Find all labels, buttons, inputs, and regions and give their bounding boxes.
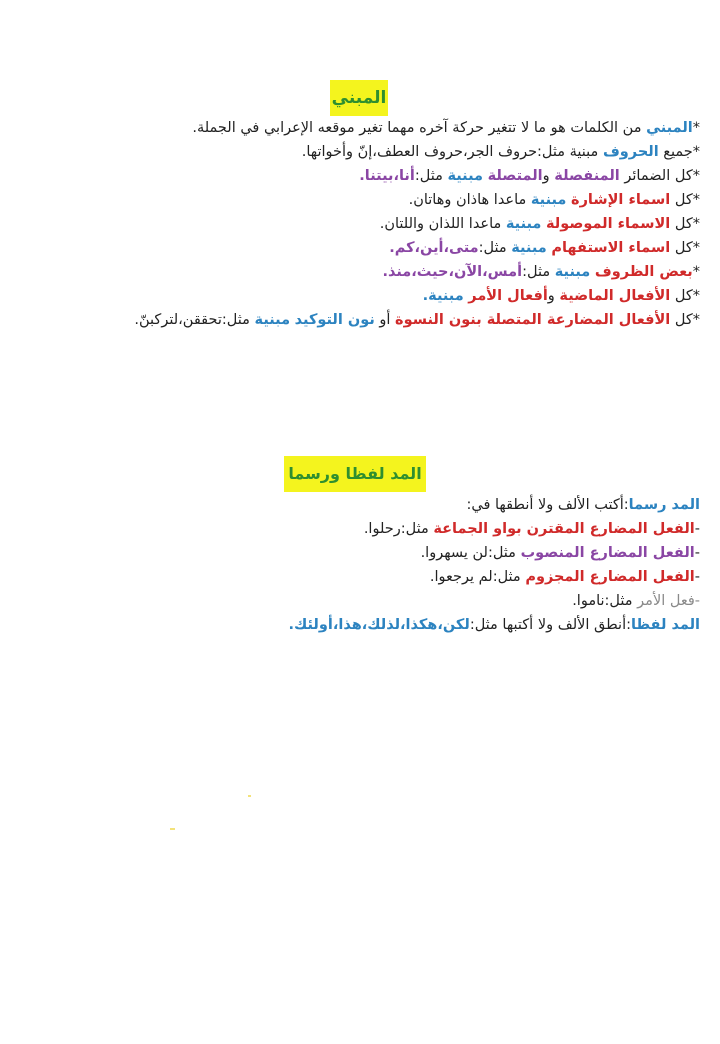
section2-line bbox=[240, 565, 700, 589]
text-segment: - bbox=[694, 569, 700, 585]
section1-line bbox=[100, 164, 700, 188]
text-segment: :أكتب الألف ولا أنطقها في: bbox=[466, 497, 629, 513]
text-segment: *كل bbox=[670, 288, 700, 304]
section2-line bbox=[240, 517, 700, 541]
text-segment: المد رسما bbox=[628, 497, 700, 513]
text-segment: الفعل المضارع المنصوب bbox=[520, 545, 695, 561]
section1-line bbox=[100, 212, 700, 236]
section1-line bbox=[100, 116, 700, 140]
section-madd-body bbox=[240, 493, 700, 637]
text-segment: الحروف bbox=[602, 144, 659, 160]
text-segment: أو bbox=[374, 312, 396, 328]
text-segment: المتصلة bbox=[487, 168, 543, 184]
text-segment: الفعل المضارع المقترن بواو الجماعة bbox=[433, 521, 695, 537]
text-segment: * bbox=[692, 264, 700, 280]
text-segment: مبنية bbox=[447, 168, 483, 184]
text-segment: بعض الظروف bbox=[594, 264, 693, 280]
text-segment: أمس،الآن،حيث،منذ. bbox=[382, 264, 523, 280]
text-segment: مبنية. bbox=[422, 288, 464, 304]
section1-line bbox=[100, 140, 700, 164]
section2-line bbox=[240, 541, 700, 565]
speck-mark bbox=[170, 828, 175, 830]
text-segment: مبنية bbox=[505, 216, 542, 232]
text-segment: اسماء الاستفهام bbox=[551, 240, 671, 256]
text-segment: الاسماء الموصولة bbox=[546, 216, 671, 232]
text-segment: المنفصلة bbox=[554, 168, 620, 184]
speck-mark bbox=[248, 795, 251, 797]
text-segment: المبني bbox=[646, 120, 693, 136]
text-segment: مثل: bbox=[414, 168, 448, 184]
section2-line bbox=[240, 589, 700, 613]
text-segment: و bbox=[542, 168, 555, 184]
text-segment: *كل bbox=[670, 240, 700, 256]
text-segment: *كل bbox=[670, 312, 700, 328]
text-segment: - bbox=[694, 521, 700, 537]
text-segment: :أنطق الألف ولا أكتبها مثل: bbox=[469, 617, 631, 633]
section2-line bbox=[240, 613, 700, 637]
text-segment: *جميع bbox=[658, 144, 700, 160]
text-segment: أفعال الأمر bbox=[468, 288, 548, 304]
text-segment: متى،أين،كم. bbox=[389, 240, 479, 256]
text-segment: مبنية bbox=[511, 240, 547, 256]
text-segment: مثل:ناموا. bbox=[572, 593, 638, 609]
text-segment: المد لفظا bbox=[630, 617, 700, 633]
text-segment: *كل bbox=[670, 192, 700, 208]
section1-line bbox=[100, 188, 700, 212]
text-segment: - bbox=[694, 545, 700, 561]
text-segment: مبنية مثل:حروف الجر،حروف العطف،إنّ وأخواتها. bbox=[301, 144, 603, 160]
text-segment: اسماء الإشارة bbox=[571, 192, 671, 208]
text-segment: الأفعال الماضية bbox=[559, 288, 671, 304]
section-title-mabni: المبني bbox=[330, 80, 388, 116]
text-segment: مثل:لم يرجعوا. bbox=[429, 569, 526, 585]
section1-line bbox=[100, 284, 700, 308]
text-segment: مثل: bbox=[522, 264, 555, 280]
text-segment: *كل الضمائر bbox=[619, 168, 700, 184]
text-segment: -فعل الأمر bbox=[637, 593, 700, 609]
text-segment: ماعدا اللذان واللتان. bbox=[379, 216, 506, 232]
text-segment: مبنية bbox=[254, 312, 291, 328]
section-mabni-body bbox=[100, 116, 700, 332]
text-segment: * bbox=[692, 120, 700, 136]
section1-line bbox=[100, 236, 700, 260]
text-segment: مثل:لن يسهروا. bbox=[420, 545, 521, 561]
text-segment: الأفعال المضارعة المتصلة بنون النسوة bbox=[395, 312, 671, 328]
text-segment: و bbox=[547, 288, 560, 304]
text-segment: الفعل المضارع المجزوم bbox=[525, 569, 695, 585]
text-segment: من الكلمات هو ما لا تتغير حركة آخره مهما تغير موقعه الإعرابي في الجملة. bbox=[192, 120, 647, 136]
section2-line bbox=[240, 493, 700, 517]
section-title-madd: المد لفظا ورسما bbox=[284, 456, 426, 492]
text-segment: مثل:تحققن،لتركبنّ. bbox=[134, 312, 255, 328]
text-segment: نون التوكيد bbox=[294, 312, 375, 328]
text-segment: أنا،بيتنا. bbox=[359, 168, 415, 184]
text-segment: مثل:رحلوا. bbox=[363, 521, 434, 537]
text-segment: مبنية bbox=[530, 192, 567, 208]
text-segment: مثل: bbox=[478, 240, 512, 256]
text-segment: *كل bbox=[670, 216, 700, 232]
text-segment: لكن،هكذا،لذلك،هذا،أولئك. bbox=[288, 617, 470, 633]
text-segment: مبنية bbox=[554, 264, 591, 280]
text-segment: ماعدا هاذان وهاتان. bbox=[408, 192, 531, 208]
section1-line bbox=[100, 260, 700, 284]
section1-line bbox=[100, 308, 700, 332]
